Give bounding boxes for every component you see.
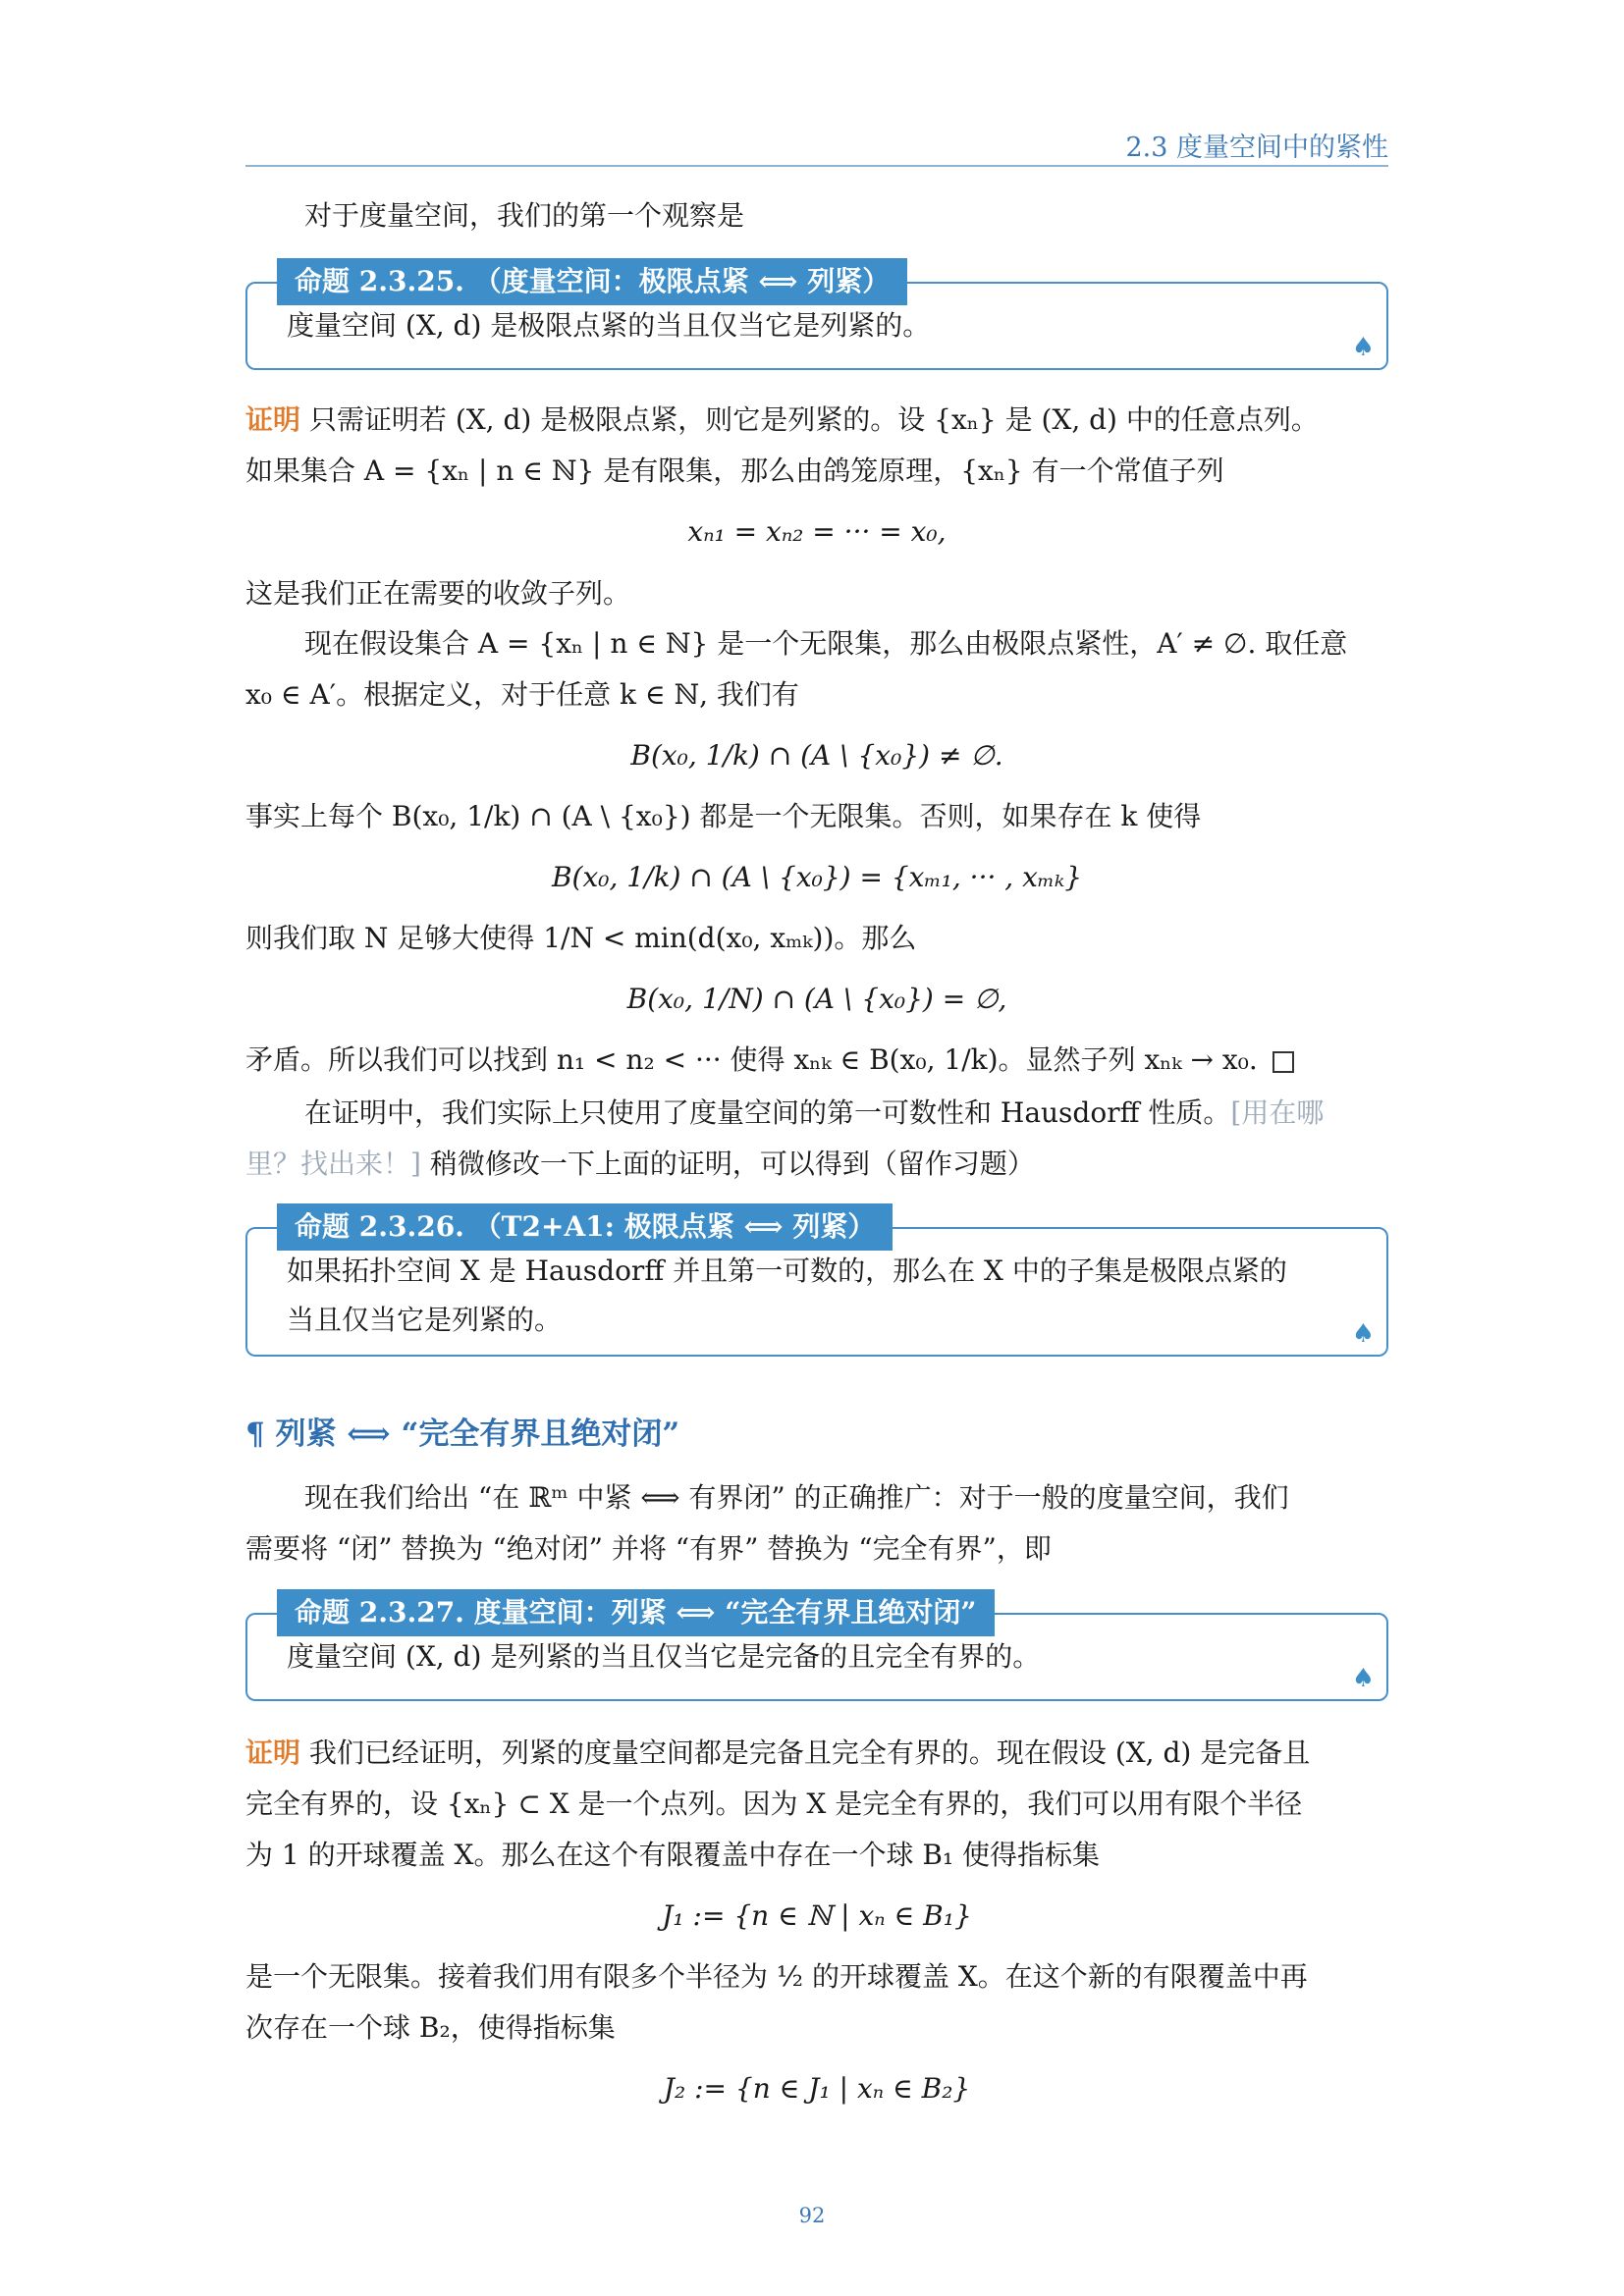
proof-line: 则我们取 N 足够大使得 1/N < min(d(x₀, xₘₖ))。那么 [245, 922, 917, 954]
proposition-title: 命题 2.3.26. （T2+A1: 极限点紧 ⟺ 列紧） [277, 1203, 893, 1251]
equation: J₂ := {n ∈ J₁ | xₙ ∈ B₂} [663, 2072, 971, 2105]
header-title: 2.3 度量空间中的紧性 [1125, 133, 1388, 163]
proposition-title: 命题 2.3.27. 度量空间：列紧 ⟺ “完全有界且绝对闭” [277, 1589, 995, 1636]
spade-icon: ♠ [1351, 333, 1375, 362]
proof-label: 证明 [245, 403, 301, 436]
proposition-title: 命题 2.3.25. （度量空间：极限点紧 ⟺ 列紧） [277, 258, 907, 305]
intro-text: 对于度量空间，我们的第一个观察是 [304, 199, 745, 232]
proof-text: 我们已经证明，列紧的度量空间都是完备且完全有界的。现在假设 (X, d) 是完备且 [308, 1736, 1311, 1769]
equation: B(x₀, 1/N) ∩ (A \ {x₀}) = ∅, [626, 983, 1007, 1015]
proof-line: 为 1 的开球覆盖 X。那么在这个有限覆盖中存在一个球 B₁ 使得指标集 [245, 1839, 1101, 1871]
proof-label: 证明 [245, 1736, 301, 1769]
paragraph-line [245, 1145, 1035, 1184]
proposition-box [245, 1210, 1388, 1357]
paragraph-line [304, 1094, 1324, 1133]
equation: xₙ₁ = xₙ₂ = ··· = x₀, [687, 515, 947, 548]
proof-text: 只需证明若 (X, d) 是极限点紧，则它是列紧的。设 {xₙ} 是 (X, d) 中的任意点列。 [308, 403, 1319, 436]
paragraph-line: 需要将 “闭” 替换为 “绝对闭” 并将 “有界” 替换为 “完全有界”，即 [245, 1532, 1052, 1565]
proof-line: 如果集合 A = {xₙ | n ∈ ℕ} 是有限集，那么由鸽笼原理，{xₙ} 有一个常值子列 [245, 454, 1224, 487]
proposition-box [245, 265, 1388, 370]
margin-note: 里？找出来！] [245, 1148, 421, 1180]
proof-text: 矛盾。所以我们可以找到 n₁ < n₂ < ··· 使得 xₙₖ ∈ B(x₀, 1/k)。显然子列 xₙₖ → x₀. [245, 1043, 1258, 1076]
paragraph-line: 现在我们给出 “在 ℝᵐ 中紧 ⟺ 有界闭” 的正确推广：对于一般的度量空间，我们 [304, 1481, 1289, 1514]
paragraph-text: 在证明中，我们实际上只使用了度量空间的第一可数性和 Hausdorff 性质。 [304, 1096, 1231, 1129]
proof-line: 次存在一个球 B₂，使得指标集 [245, 2011, 616, 2044]
paragraph-text: 稍微修改一下上面的证明，可以得到（留作习题） [420, 1148, 1035, 1180]
equation: B(x₀, 1/k) ∩ (A \ {x₀}) ≠ ∅. [630, 739, 1003, 772]
proposition-body: 度量空间 (X, d) 是极限点紧的当且仅当它是列紧的。 [287, 309, 931, 342]
proof-line: 事实上每个 B(x₀, 1/k) ∩ (A \ {x₀}) 都是一个无限集。否则，如果存在 k 使得 [245, 800, 1202, 832]
proof-line [245, 1734, 1310, 1773]
proof-line: x₀ ∈ A′。根据定义，对于任意 k ∈ ℕ, 我们有 [245, 678, 799, 711]
proof-line: 现在假设集合 A = {xₙ | n ∈ ℕ} 是一个无限集，那么由极限点紧性，A′ ≠ ∅. 取任意 [304, 627, 1348, 660]
section-heading: ¶ 列紧 ⟺ “完全有界且绝对闭” [245, 1416, 680, 1452]
proof-line: 完全有界的，设 {xₙ} ⊂ X 是一个点列。因为 X 是完全有界的，我们可以用有限个半径 [245, 1788, 1303, 1820]
proposition-body: 当且仅当它是列紧的。 [287, 1304, 563, 1336]
page-number: 92 [798, 2204, 826, 2227]
spade-icon: ♠ [1351, 1664, 1375, 1693]
equation: J₁ := {n ∈ ℕ | xₙ ∈ B₁} [662, 1899, 972, 1932]
proof-line: 是一个无限集。接着我们用有限多个半径为 ½ 的开球覆盖 X。在这个新的有限覆盖中再 [245, 1960, 1308, 1993]
proof-line [245, 400, 1319, 440]
equation: B(x₀, 1/k) ∩ (A \ {x₀}) = {xₘ₁, ··· , xₘₖ} [551, 861, 1083, 893]
running-header [245, 126, 1388, 167]
proposition-body: 度量空间 (X, d) 是列紧的当且仅当它是完备的且完全有界的。 [287, 1640, 1041, 1673]
proof-line: 这是我们正在需要的收敛子列。 [245, 577, 631, 610]
proof-line [245, 1041, 1294, 1080]
proposition-body: 如果拓扑空间 X 是 Hausdorff 并且第一可数的，那么在 X 中的子集是极限点紧的 [287, 1255, 1287, 1287]
qed-icon [1272, 1051, 1294, 1073]
margin-note: [用在哪 [1230, 1096, 1325, 1129]
spade-icon: ♠ [1351, 1319, 1375, 1349]
proposition-box [245, 1596, 1388, 1701]
